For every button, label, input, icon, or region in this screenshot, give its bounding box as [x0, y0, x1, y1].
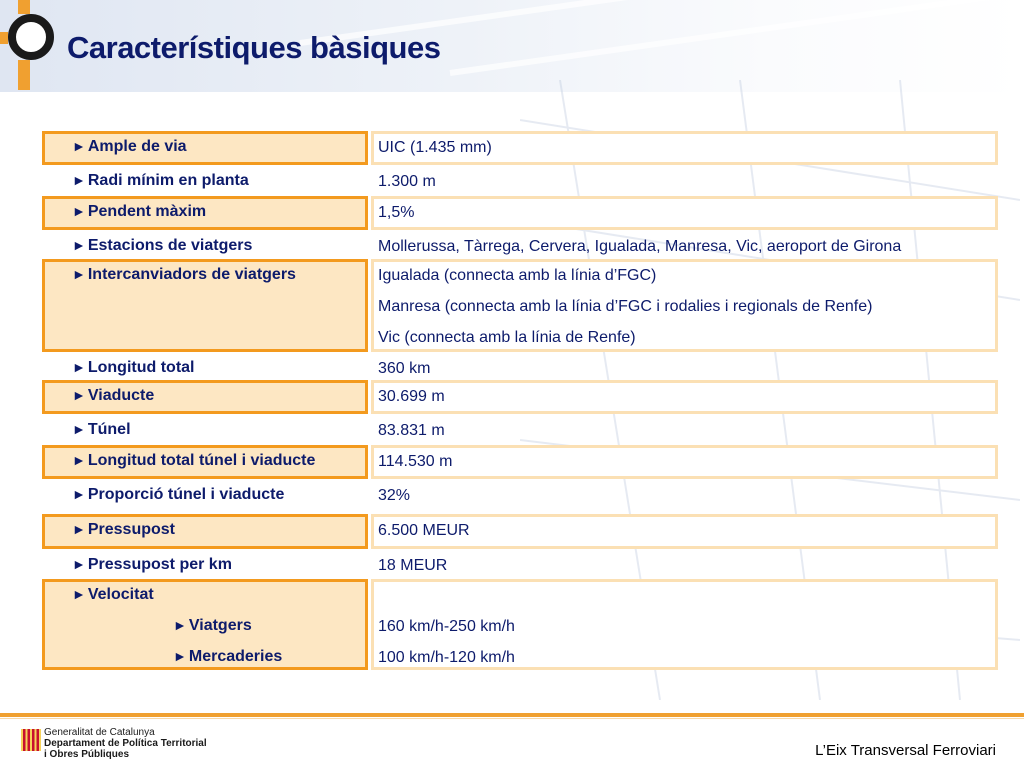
table-row: ► Viaducte 30.699 m [42, 380, 998, 414]
row-label: Intercanviadors de viatgers [87, 266, 296, 283]
row-value: 83.831 m [378, 422, 445, 439]
table-row: ► Proporció túnel i viaducte 32% [72, 486, 411, 504]
row-label: Viaducte [87, 387, 155, 404]
row-value: Igualada (connecta amb la línia d’FGC) [378, 267, 657, 284]
table-row: ► Radi mínim en planta 1.300 m [72, 172, 436, 190]
generalitat-flag-icon [21, 729, 41, 751]
row-value: 1,5% [378, 204, 415, 221]
page-title: Característiques bàsiques [67, 30, 441, 65]
row-label: Pressupost per km [87, 556, 232, 573]
table-row: ► Ample de via UIC (1.435 mm) [42, 131, 998, 165]
row-value: Mollerussa, Tàrrega, Cervera, Igualada, Manresa, Vic, aeroport de Girona [378, 238, 902, 255]
row-value: 100 km/h-120 km/h [378, 649, 515, 666]
row-label: Proporció túnel i viaducte [87, 486, 285, 503]
table-row: ► Longitud total túnel i viaducte 114.530 m [42, 445, 998, 479]
organization-name: Generalitat de Catalunya Departament de Política Territorial i Obres Públiques [44, 727, 207, 760]
row-label: Túnel [87, 421, 131, 438]
row-value: 360 km [378, 360, 431, 377]
row-label: Velocitat [87, 586, 154, 603]
row-value: UIC (1.435 mm) [378, 139, 492, 156]
row-label: Longitud total túnel i viaducte [87, 452, 316, 469]
table-row: ► Estacions de viatgers Mollerussa, Tàrrega, Cervera, Igualada, Manresa, Vic, aeroport de Girona [72, 237, 902, 255]
row-value: Vic (connecta amb la línia de Renfe) [378, 329, 636, 346]
row-label: Pressupost [87, 521, 175, 538]
project-name: L’Eix Transversal Ferroviari [815, 742, 996, 759]
row-label: Pendent màxim [87, 203, 207, 220]
ring-icon [8, 14, 54, 60]
row-value: 30.699 m [378, 388, 445, 405]
row-value: Manresa (connecta amb la línia d’FGC i rodalies i regionals de Renfe) [378, 298, 873, 315]
row-label: Longitud total [87, 359, 195, 376]
row-label: Estacions de viatgers [87, 237, 253, 254]
footer-divider [0, 718, 1024, 719]
row-label: Ample de via [87, 138, 187, 155]
table-row: ► Pressupost per km 18 MEUR [72, 556, 448, 574]
footer-divider [0, 713, 1024, 717]
row-value: 160 km/h-250 km/h [378, 618, 515, 635]
row-sublabel: Mercaderies [188, 648, 283, 665]
table-row: ► Intercanviadors de viatgers Igualada (connecta amb la línia d’FGC) Manresa (connecta amb la línia d’FGC i rodalies i regionals de Renfe) Vic (connecta amb la línia de Renfe) [42, 259, 998, 352]
row-value: 114.530 m [378, 453, 453, 470]
table-row: ► Túnel 83.831 m [72, 421, 445, 439]
table-row: ► Velocitat ► Viatgers 160 km/h-250 km/h ► Mercaderies 100 km/h-120 km/h [42, 579, 998, 670]
row-value: 6.500 MEUR [378, 522, 470, 539]
characteristics-table [42, 131, 998, 670]
table-row: ► Longitud total 360 km [72, 359, 431, 377]
table-row: ► Pressupost 6.500 MEUR [42, 514, 998, 549]
row-sublabel: Viatgers [188, 617, 252, 634]
row-value: 32% [378, 487, 411, 504]
row-value: 18 MEUR [378, 557, 448, 574]
row-value: 1.300 m [378, 173, 436, 190]
table-row: ► Pendent màxim 1,5% [42, 196, 998, 230]
row-label: Radi mínim en planta [87, 172, 249, 189]
